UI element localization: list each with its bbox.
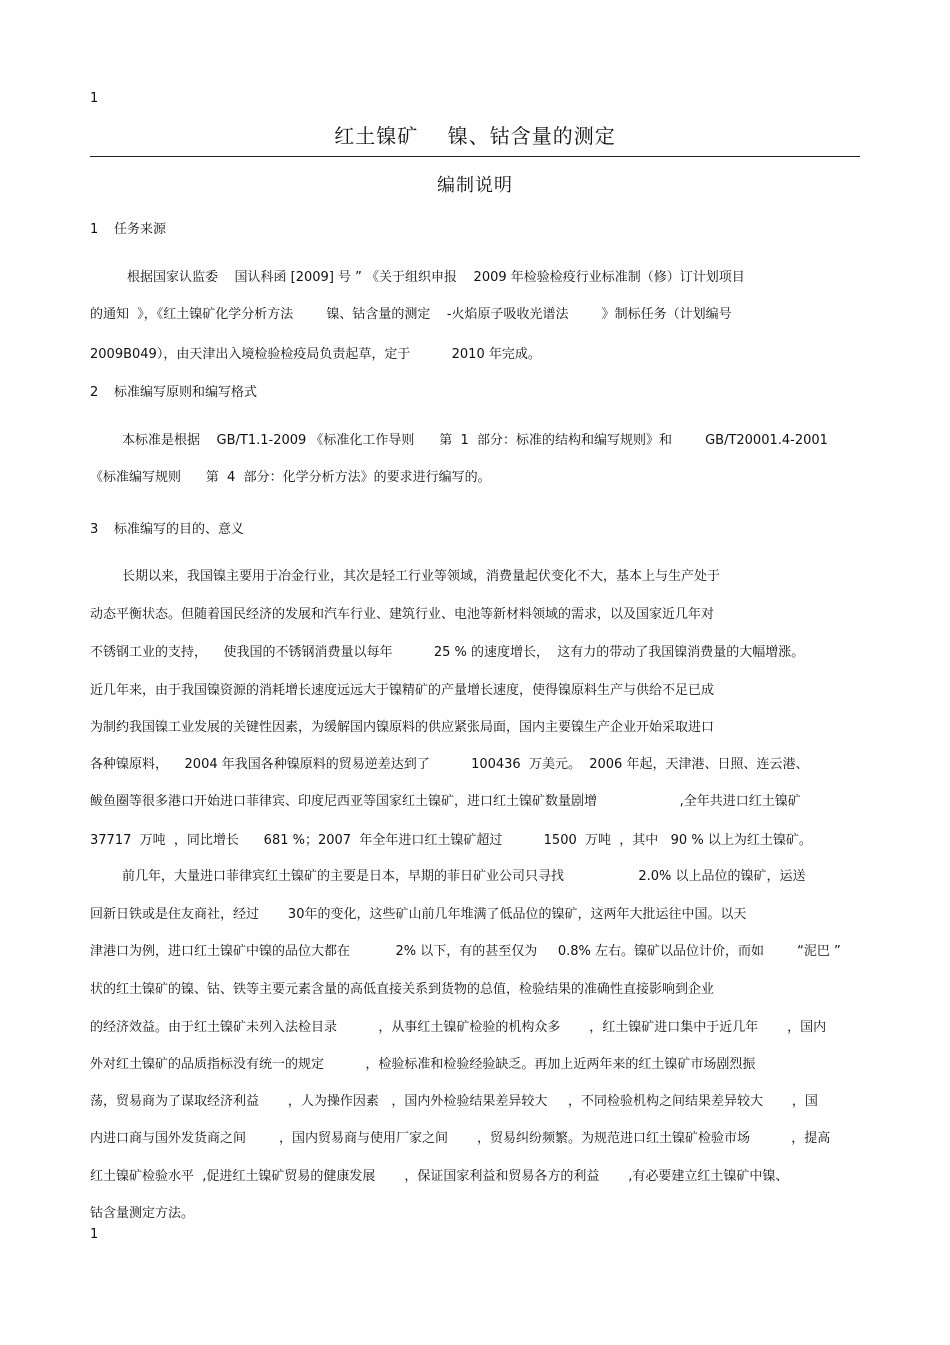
section-number: 2 <box>90 385 99 400</box>
section-number: 1 <box>90 222 99 237</box>
paragraph-line: 红土镍矿检验水平 ,促进红土镍矿贸易的健康发展 ，保证国家利益和贸易各方的利益 ,有必要建立红土镍矿中镍、 <box>90 1169 789 1184</box>
paragraph-line: 回新日铁或是住友商社，经过 30年的变化，这些矿山前几年堆满了低品位的镍矿，这两年大批运往中国。以天 <box>90 907 747 922</box>
paragraph-line: 37717 万吨 ，同比增长 681 %；2007 年全年进口红土镍矿超过 1500 万吨 ，其中 90 % 以上为红土镍矿。 <box>90 833 812 848</box>
document-subtitle: 编制说明 <box>437 175 513 196</box>
paragraph-line: 本标准是根据 GB/T1.1-2009 《标准化工作导则 第 1 部分：标准的结构和编写规则》和 GB/T20001.4-2001 <box>122 433 828 448</box>
section-heading-1 <box>90 218 166 237</box>
section-number: 3 <box>90 522 99 537</box>
paragraph-line: 前几年，大量进口菲律宾红土镍矿的主要是日本，早期的菲日矿业公司只寻找 2.0% 以上品位的镍矿，运送 <box>122 869 806 884</box>
paragraph-line: 外对红土镍矿的品质指标没有统一的规定 ，检验标准和检验经验缺乏。再加上近两年来的红土镍矿市场剧烈振 <box>90 1057 756 1072</box>
paragraph-line: 津港口为例，进口红土镍矿中镍的品位大都在 2% 以下，有的甚至仅为 0.8% 左右。镍矿以品位计价，而如 “泥巴 ” <box>90 944 841 959</box>
paragraph-line: 2009B049），由天津出入境检验检疫局负责起草，定于 2010 年完成。 <box>90 347 541 362</box>
section-heading-3 <box>90 518 244 537</box>
paragraph-line: 荡，贸易商为了谋取经济利益 ，人为操作因素 ，国内外检验结果差异较大 ，不同检验机构之间结果差异较大 ，国 <box>90 1094 818 1109</box>
paragraph-line: 近几年来，由于我国镍资源的消耗增长速度远远大于镍精矿的产量增长速度，使得镍原料生产与供给不足已成 <box>90 683 715 698</box>
paragraph-line: 状的红土镍矿的镍、钴、铁等主要元素含量的高低直接关系到货物的总值，检验结果的准确性直接影响到企业 <box>90 982 715 997</box>
title-rule <box>90 156 860 157</box>
page-number-top: 1 <box>90 91 99 106</box>
paragraph-line: 钴含量测定方法。 <box>90 1206 195 1221</box>
paragraph-line: 为制约我国镍工业发展的关键性因素，为缓解国内镍原料的供应紧张局面，国内主要镍生产企业开始采取进口 <box>90 720 715 735</box>
paragraph-line: 各种镍原料， 2004 年我国各种镍原料的贸易逆差达到了 100436 万美元。 2006 年起，天津港、日照、连云港、 <box>90 757 809 772</box>
paragraph-line: 鲅鱼圈等很多港口开始进口菲律宾、印度尼西亚等国家红土镍矿，进口红土镍矿数量剧增 ,全年共进口红土镍矿 <box>90 794 801 809</box>
paragraph-line: 动态平衡状态。但随着国民经济的发展和汽车行业、建筑行业、电池等新材料领域的需求，以及国家近几年对 <box>90 607 715 622</box>
section-title: 标准编写原则和编写格式 <box>114 385 258 400</box>
paragraph-line: 《标准编写规则 第 4 部分：化学分析方法》的要求进行编写的。 <box>90 470 491 485</box>
paragraph-line: 内进口商与国外发货商之间 ，国内贸易商与使用厂家之间 ，贸易纠纷频繁。为规范进口红土镍矿检验市场 ，提高 <box>90 1131 831 1146</box>
document-title: 红土镍矿 镍、钴含量的测定 <box>334 124 616 148</box>
section-heading-2 <box>90 381 257 400</box>
paragraph-line: 根据国家认监委 国认科函 [2009] 号 ” 《关于组织申报 2009 年检验检疫行业标准制（修）订计划项目 <box>127 270 745 285</box>
paragraph-line: 的经济效益。由于红土镍矿未列入法检目录 ，从事红土镍矿检验的机构众多 ，红土镍矿进口集中于近几年 ，国内 <box>90 1020 827 1035</box>
paragraph-line: 的通知 》，《红土镍矿化学分析方法 镍、钴含量的测定 -火焰原子吸收光谱法 》制标任务（计划编号 <box>90 307 732 322</box>
page-number-bottom: 1 <box>90 1227 99 1242</box>
paragraph-line: 不锈钢工业的支持， 使我国的不锈钢消费量以每年 25 % 的速度增长， 这有力的带动了我国镍消费量的大幅增涨。 <box>90 645 805 660</box>
paragraph-line: 长期以来，我国镍主要用于冶金行业，其次是轻工行业等领域，消费量起伏变化不大，基本上与生产处于 <box>122 569 721 584</box>
section-title: 标准编写的目的、意义 <box>114 522 245 537</box>
section-title: 任务来源 <box>114 222 167 237</box>
